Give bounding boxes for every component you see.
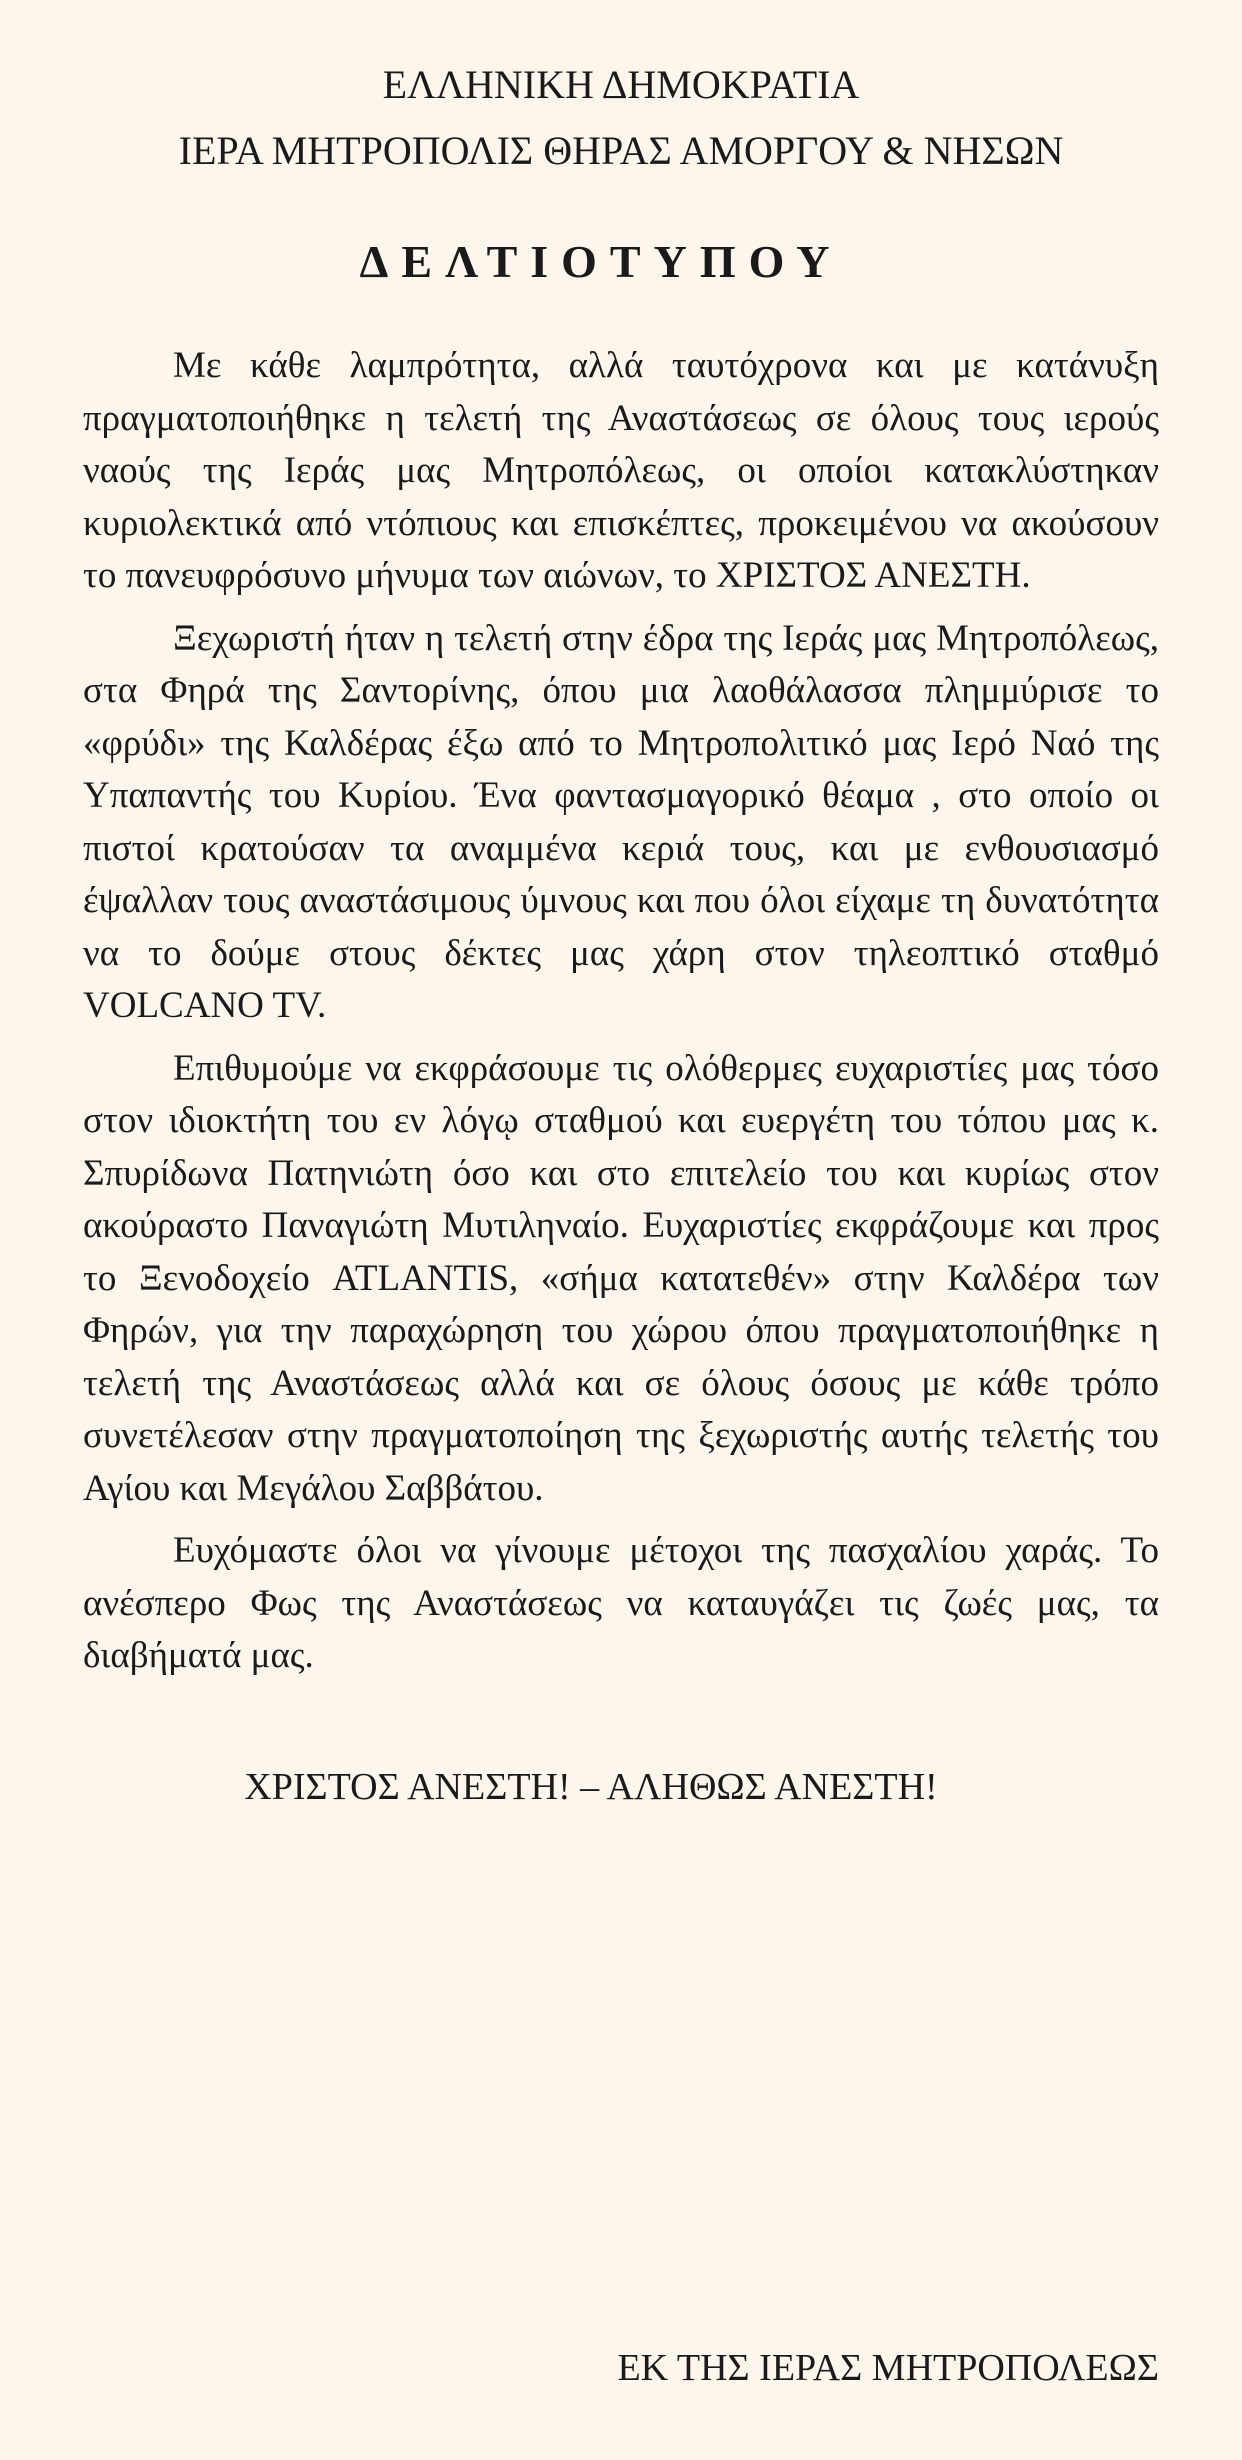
paragraph-2: Ξεχωριστή ήταν η τελετή στην έδρα της Ιεράς μας Μητροπόλεως, στα Φηρά της Σαντορίνης, όπου μια λαοθάλασσα πλημμύρισε το «φρύδι» της Καλδέρας έξω από το Μητροπολιτικό μας Ιερό Ναό της Υπαπαντής του Κυρίου. Ένα φαντασμαγορικό θέαμα , στο οποίο οι πιστοί κρατούσαν τα αναμμένα κεριά τους, και με ενθουσιασμό έψαλλαν τους αναστάσιμους ύμνους και που όλοι είχαμε τη δυνατότητα να το δούμε στους δέκτες μας χάρη στον τηλεοπτικό σταθμό VOLCANO TV. — [83, 617, 1159, 1026]
header-state-name: ΕΛΛΗΝΙΚΗ ΔΗΜΟΚΡΑΤΙΑ — [382, 62, 860, 107]
document-body — [83, 340, 1159, 1683]
document-title: ΔΕΛΤΙΟΤΥΠΟΥ — [359, 236, 843, 287]
paragraph-1: Με κάθε λαμπρότητα, αλλά ταυτόχρονα και με κατάνυξη πραγματοποιήθηκε η τελετή της Αναστάσεως σε όλους τους ιερούς ναούς της Ιεράς μας Μητροπόλεως, οι οποίοι κατακλύστηκαν κυριολεκτικά από ντόπιους και επισκέπτες, προκειμένου να ακούσουν το πανευφρόσυνο μήνυμα των αιώνων, το ΧΡΙΣΤΟΣ ΑΝΕΣΤΗ. — [83, 345, 1159, 596]
paragraph-4: Ευχόμαστε όλοι να γίνουμε μέτοχοι της πασχαλίου χαράς. Το ανέσπερο Φως της Αναστάσεως να καταυγάζει τις ζωές μας, τα διαβήματά μας. — [83, 1530, 1159, 1676]
closing-greeting: ΧΡΙΣΤΟΣ ΑΝΕΣΤΗ! – ΑΛΗΘΩΣ ΑΝΕΣΤΗ! — [244, 1765, 938, 1808]
signature-line: ΕΚ ΤΗΣ ΙΕΡΑΣ ΜΗΤΡΟΠΟΛΕΩΣ — [617, 2347, 1159, 2389]
header-metropolis-name: ΙΕΡΑ ΜΗΤΡΟΠΟΛΙΣ ΘΗΡΑΣ ΑΜΟΡΓΟΥ & ΝΗΣΩΝ — [178, 128, 1064, 173]
document-header — [83, 0, 1159, 184]
paragraph-3: Επιθυμούμε να εκφράσουμε τις ολόθερμες ευχαριστίες μας τόσο στον ιδιοκτήτη του εν λόγῳ σταθμού και ευεργέτη του τόπου μας κ. Σπυρίδωνα Πατηνιώτη όσο και στο επιτελείο του και κυρίως στον ακούραστο Παναγιώτη Μυτιληναίο. Ευχαριστίες εκφράζουμε και προς το Ξενοδοχείο ATLANTIS, «σήμα κατατεθέν» στην Καλδέρα των Φηρών, για την παραχώρηση του χώρου όπου πραγματοποιήθηκε η τελετή της Αναστάσεως αλλά και σε όλους όσους με κάθε τρόπο συνετέλεσαν στην πραγματοποίηση της ξεχωριστής αυτής τελετής του Αγίου και Μεγάλου Σαββάτου. — [83, 1047, 1159, 1509]
